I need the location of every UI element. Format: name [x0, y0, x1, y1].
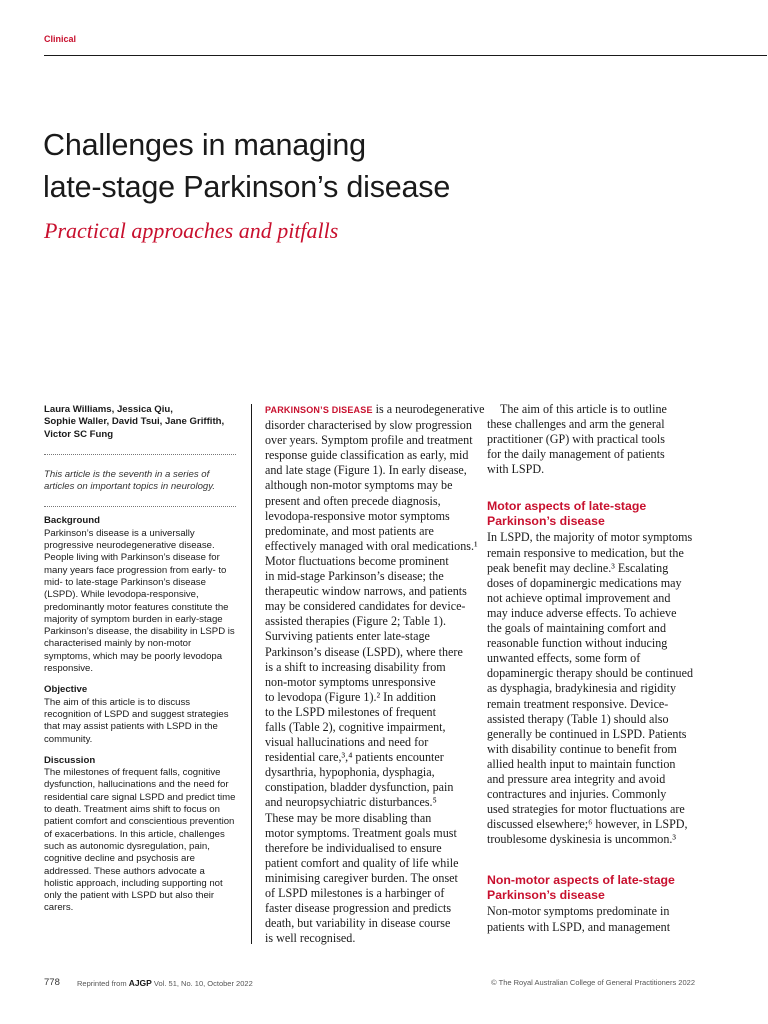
divider: [44, 454, 236, 455]
abstract-text: The milestones of frequent falls, cognitive dysfunction, hallucinations and the need for residential care signal LSPD and predict time to death. Treatment aims shift to focus on patient comfort and conscientious prevention of exacerbations. In this article, challenges such as autonomic dysregulation, pain, cognitive decline and psychosis are addressed. These authors advocate a holistic approach, including supporting not only the patient with LSPD but also their carers.: [44, 767, 236, 914]
body-line: may be considered candidates for device-: [265, 599, 466, 614]
body-line: the goals of maintaining comfort and: [487, 621, 667, 636]
reprint-note: [77, 978, 253, 988]
body-line: with disability continue to benefit from: [487, 741, 677, 756]
body-line: is well recognised.: [265, 931, 356, 946]
body-line: death, but variability in disease course: [265, 916, 451, 931]
body-line: In LSPD, the majority of motor symptoms: [487, 530, 693, 545]
body-column-right: [487, 402, 701, 935]
body-line: generally be continued in LSPD. Patients: [487, 726, 687, 741]
body-line: dysarthria, hypophonia, dysphagia,: [265, 765, 435, 780]
section-label: Clinical: [44, 34, 77, 44]
body-line: with LSPD.: [487, 462, 545, 477]
body-line: of LSPD milestones is a harbinger of: [265, 886, 445, 900]
article-title: [43, 124, 683, 208]
top-rule: [44, 55, 767, 56]
body-line: dopaminergic therapy should be continued: [487, 666, 693, 681]
body-line: troublesome dyskinesia is uncommon.³: [487, 832, 677, 847]
body-line: these challenges and arm the general: [487, 417, 665, 432]
author-list: [44, 404, 236, 441]
front-matter: [44, 404, 236, 924]
title-line: Challenges in managing: [43, 128, 366, 162]
body-line: although non-motor symptoms may be: [265, 478, 453, 493]
body-line: falls (Table 2), cognitive impairment,: [265, 719, 446, 734]
abstract-heading: Discussion: [44, 754, 96, 766]
body-line: contractures and injuries. Commonly: [487, 787, 667, 802]
author-line: Victor SC Fung: [44, 428, 114, 440]
heading-line: Non-motor aspects of late-stage: [487, 873, 675, 888]
body-line: peak benefit may decline.³ Escalating: [487, 560, 669, 575]
body-line: Non-motor symptoms predominate in: [487, 904, 670, 919]
body-line: visual hallucinations and need for: [265, 735, 429, 750]
body-line: assisted therapies (Figure 2; Table 1).: [265, 614, 446, 629]
body-line: over years. Symptom profile and treatment: [265, 433, 473, 448]
body-line: response guide classification as early, mid: [265, 448, 469, 463]
body-line: constipation, bladder dysfunction, pain: [265, 780, 454, 795]
heading-line: Parkinson’s disease: [487, 887, 605, 902]
abstract-text: The aim of this article is to discuss recognition of LSPD and suggest strategies that may assist patients with LSPD in the community.: [44, 696, 229, 745]
column-divider: [251, 404, 252, 944]
body-line: minimising caregiver burden. The onset: [265, 870, 458, 885]
body-line: patient comfort and quality of life while: [265, 855, 459, 870]
body-column-middle: [265, 402, 485, 946]
abstract-text: Parkinson’s disease is a universally progressive neurodegenerative disease. People living with Parkinson’s disease for many years face progression from early- to mid- to late-stage Parkinson’s disease (LSPD). While levodopa-responsive, predominantly motor features constitute the majority of symptom burden in early-stage Parkinson’s disease, the disability in LSPD is characterised mainly by non-motor symptoms, which may be poorly levodopa responsive.: [44, 527, 235, 675]
reprint-text: Reprinted from: [77, 979, 129, 988]
issue-text: Vol. 51, No. 10, October 2022: [151, 979, 253, 988]
author-line: Laura Williams, Jessica Qiu,: [44, 404, 173, 415]
body-line: predominate, and most patients are: [265, 523, 434, 538]
body-line: Surviving patients enter late-stage: [265, 629, 430, 644]
lead-term: PARKINSON’S DISEASE: [265, 405, 373, 415]
body-line: in mid-stage Parkinson’s disease; the: [265, 569, 444, 584]
body-line: Motor fluctuations become prominent: [265, 553, 449, 568]
body-line: The aim of this article is to outline: [500, 402, 667, 416]
body-line: allied health input to maintain function: [487, 756, 676, 771]
body-line: and late stage (Figure 1). In early disease,: [265, 463, 467, 478]
body-line: faster disease progression and predicts: [265, 901, 452, 916]
motor-paragraph: [487, 530, 701, 847]
body-line: and neuropsychiatric disturbances.⁵: [265, 795, 437, 810]
journal-name: AJGP: [128, 978, 152, 988]
body-line: as dysphagia, bradykinesia and rigidity: [487, 681, 677, 696]
body-line: to the LSPD milestones of frequent: [265, 704, 436, 719]
body-line: levodopa-responsive motor symptoms: [265, 508, 450, 523]
body-line: used strategies for motor fluctuations are: [487, 802, 685, 817]
aim-paragraph: [487, 402, 701, 477]
body-line: therapeutic window narrows, and patients: [265, 584, 467, 599]
abstract-heading: Background: [44, 515, 100, 527]
section-heading-motor: [487, 499, 701, 528]
body-line: residential care,³,⁴ patients encounter: [265, 750, 444, 765]
body-line: disorder characterised by slow progression: [265, 418, 472, 433]
article-subtitle: Practical approaches and pitfalls: [44, 218, 339, 243]
body-line: These may be more disabling than: [265, 810, 432, 825]
title-line: late-stage Parkinson’s disease: [43, 170, 451, 204]
page-number: 778: [44, 977, 60, 988]
abstract-heading: Objective: [44, 684, 88, 696]
divider: [44, 506, 236, 507]
body-line: to levodopa (Figure 1).² In addition: [265, 689, 436, 704]
body-line: and pressure area integrity and avoid: [487, 771, 666, 786]
body-line: not achieve optimal improvement and: [487, 590, 671, 605]
body-line: discussed elsewhere;⁶ however, in LSPD,: [487, 817, 688, 832]
body-line: practitioner (GP) with practical tools: [487, 432, 665, 447]
author-line: Sophie Waller, David Tsui, Jane Griffith,: [44, 416, 225, 428]
body-line: is a shift to increasing disability from: [265, 659, 446, 674]
body-line: therefore be individualised to ensure: [265, 840, 442, 855]
heading-line: Parkinson’s disease: [487, 513, 605, 528]
body-line: patients with LSPD, and management: [487, 919, 671, 934]
nonmotor-paragraph: [487, 904, 701, 934]
body-line: effectively managed with oral medications.¹: [265, 538, 478, 553]
section-heading-nonmotor: [487, 873, 701, 902]
body-line: remain treatment responsive. Device-: [487, 696, 669, 711]
body-line: may induce adverse effects. To achieve: [487, 605, 677, 620]
body-line: unwanted effects, some form of: [487, 651, 641, 666]
heading-line: Motor aspects of late-stage: [487, 499, 647, 514]
body-line: reasonable function without inducing: [487, 636, 668, 651]
body-line: motor symptoms. Treatment goals must: [265, 825, 457, 840]
copyright-note: © The Royal Australian College of General Practitioners 2022: [491, 978, 695, 987]
series-note: This article is the seventh in a series of articles on important topics in neurology.: [44, 468, 215, 493]
body-line: present and often precede diagnosis,: [265, 493, 441, 508]
body-line: for the daily management of patients: [487, 447, 665, 462]
body-line: non-motor symptoms unresponsive: [265, 674, 436, 689]
body-line: remain responsive to medication, but the: [487, 545, 684, 560]
body-text: is a neurodegenerative: [372, 402, 485, 416]
body-line: assisted therapy (Table 1) should also: [487, 711, 669, 726]
body-line: doses of dopaminergic medications may: [487, 575, 682, 590]
body-paragraph: [265, 418, 477, 946]
body-line: Parkinson’s disease (LSPD), where there: [265, 644, 463, 659]
body-line: [265, 402, 485, 418]
